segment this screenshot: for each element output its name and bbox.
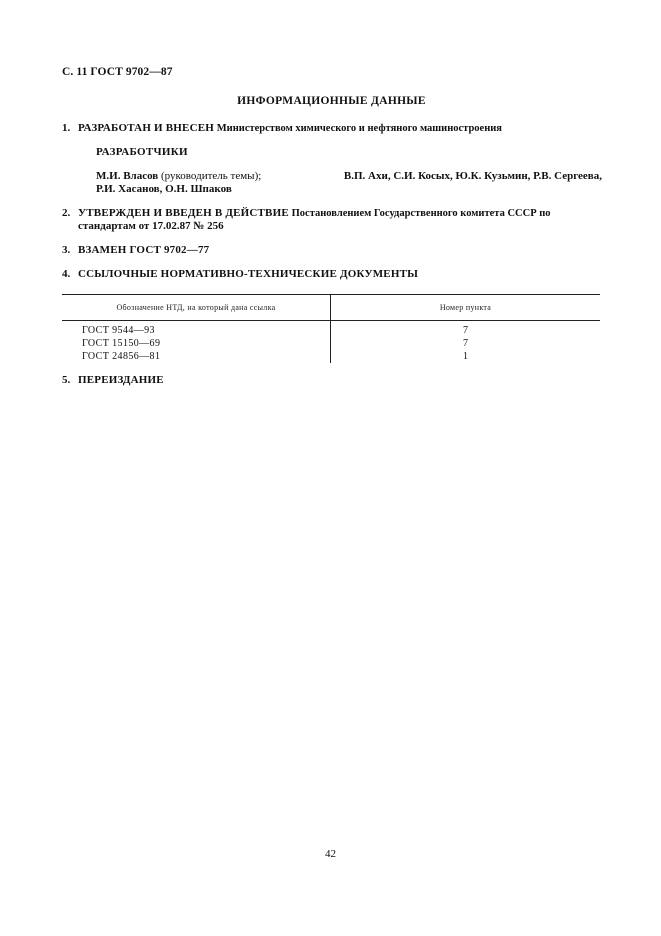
table-header-clause: Номер пункта [331, 295, 601, 321]
section-4-lead: ССЫЛОЧНЫЕ НОРМАТИВНО-ТЕХНИЧЕСКИЕ ДОКУМЕНТЫ [78, 268, 419, 280]
section-3-lead: ВЗАМЕН ГОСТ 9702—77 [78, 244, 210, 256]
page-title [0, 95, 661, 107]
page-header: С. 11 ГОСТ 9702—87 [62, 66, 173, 78]
table-cell-designation: ГОСТ 24856—81 [62, 350, 331, 363]
section-1-lead: РАЗРАБОТАН И ВНЕСЕН [78, 122, 215, 134]
developers-line-1 [96, 170, 602, 183]
section-1 [62, 122, 602, 135]
page-number: 42 [325, 848, 336, 860]
section-3 [62, 244, 602, 257]
developer-lead-name: М.И. Власов [96, 170, 159, 182]
developers-names-line-1: В.П. Ахи, С.И. Косых, Ю.К. Кузьмин, Р.В. Сергеева, [343, 170, 602, 182]
table-row [62, 321, 600, 338]
table-cell-clause: 7 [463, 325, 468, 336]
section-5 [62, 374, 602, 387]
developer-lead-role: (руководитель темы); [161, 170, 262, 182]
section-4 [62, 268, 602, 281]
developers-heading: РАЗРАБОТЧИКИ [96, 146, 188, 158]
section-5-lead: ПЕРЕИЗДАНИЕ [78, 374, 164, 386]
section-2-continuation: стандартам от 17.02.87 № 256 [78, 220, 224, 232]
table-row [62, 337, 600, 350]
section-5-number: 5. [62, 374, 71, 386]
developers-heading-block [96, 146, 602, 159]
table-header-designation: Обозначение НТД, на который дана ссылка [62, 295, 331, 321]
section-1-text: Министерством химического и нефтяного машиностроения [216, 123, 502, 134]
table-cell-designation: ГОСТ 15150—69 [62, 337, 331, 350]
developers-line-2 [96, 183, 602, 196]
developers-names-line-2: Р.И. Хасанов, О.Н. Шпаков [96, 183, 232, 195]
section-2-text: Постановлением Государственного комитета СССР по [291, 208, 551, 219]
section-4-number: 4. [62, 268, 71, 280]
page-title-text: ИНФОРМАЦИОННЫЕ ДАННЫЕ [237, 95, 426, 107]
developers-lead-group [96, 170, 261, 183]
table-cell-designation: ГОСТ 9544—93 [62, 321, 331, 338]
section-2-lead: УТВЕРЖДЕН И ВВЕДЕН В ДЕЙСТВИЕ [78, 207, 289, 219]
table-cell-clause: 1 [463, 351, 468, 362]
table-header-row [62, 295, 600, 321]
reference-documents-table [62, 294, 600, 363]
section-2 [62, 207, 602, 233]
table-cell-clause: 7 [463, 338, 468, 349]
section-3-number: 3. [62, 244, 71, 256]
section-2-number: 2. [62, 207, 71, 219]
section-1-number: 1. [62, 122, 71, 134]
developers-list [96, 170, 602, 196]
table-row [62, 350, 600, 363]
